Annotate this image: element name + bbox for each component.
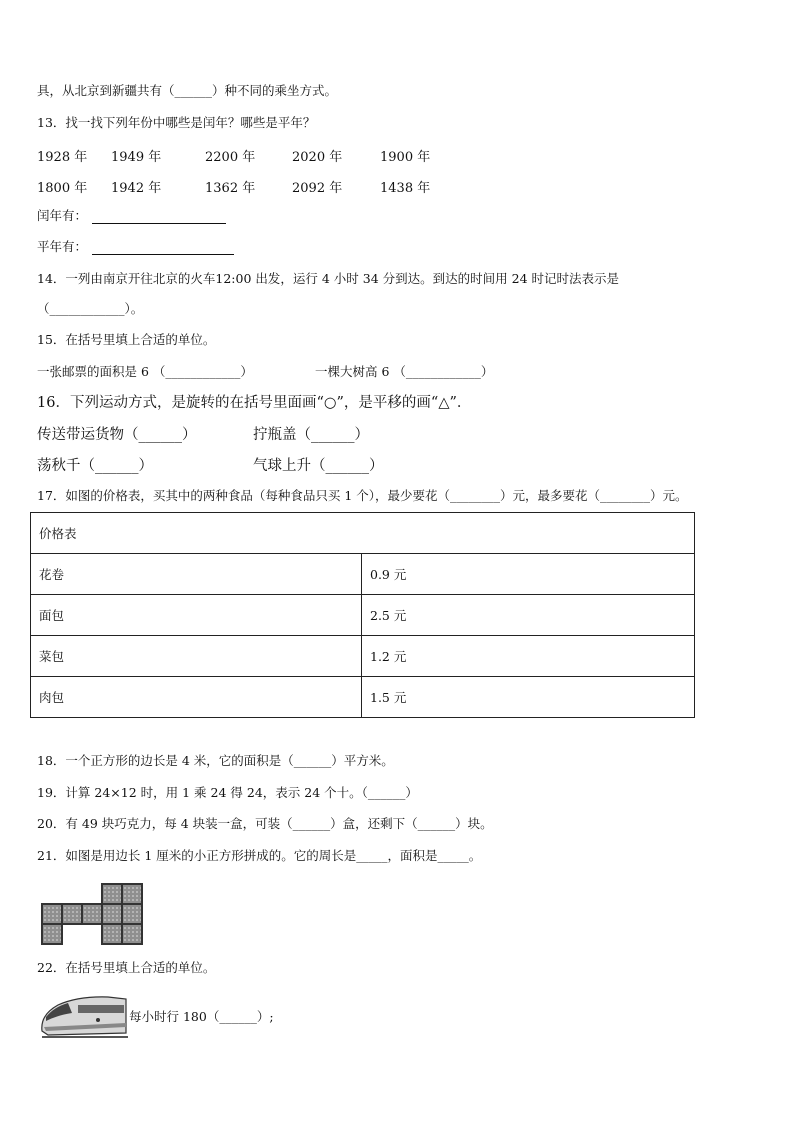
q14-line-1: 14．一列由南京开往北京的火车12:00 出发，运行 4 小时 34 分到达。到达的时间用 24 时记时法表示是 [37, 271, 620, 286]
food-name: 面包 [31, 595, 362, 636]
q22-title: 22．在括号里填上合适的单位。 [37, 960, 216, 975]
square-tile [102, 884, 122, 904]
square-tile [122, 884, 142, 904]
square-tile [42, 904, 62, 924]
food-price: 0.9 元 [362, 554, 695, 595]
food-name: 菜包 [31, 636, 362, 677]
year-item: 2020 年 [292, 150, 343, 165]
train-icon [38, 993, 130, 1041]
q14-line-2: （____________）。 [37, 301, 144, 316]
q15-title: 15．在括号里填上合适的单位。 [37, 332, 216, 347]
square-tile [62, 904, 82, 924]
q16-item-c: 荡秋千（______） [37, 458, 153, 474]
q16-item-b: 拧瓶盖（______） [253, 427, 369, 443]
table-row [31, 636, 695, 677]
q16-item-a: 传送带运货物（______） [37, 427, 197, 443]
q19-text: 19．计算 24×12 时，用 1 乘 24 得 24，表示 24 个十。（______） [37, 785, 418, 800]
food-price: 1.5 元 [362, 677, 695, 718]
q22-train-text: 每小时行 180（______）; [129, 1009, 274, 1024]
food-price: 2.5 元 [362, 595, 695, 636]
common-year-label: 平年有： [37, 239, 88, 254]
year-item: 2200 年 [205, 150, 256, 165]
price-table-header: 价格表 [31, 513, 695, 554]
square-tile [122, 904, 142, 924]
table-row [31, 677, 695, 718]
year-item: 1438 年 [380, 181, 431, 196]
table-row [31, 554, 695, 595]
price-table [30, 512, 695, 718]
leap-year-label: 闰年有： [37, 208, 88, 223]
price-table-header-row [31, 513, 695, 554]
year-item: 2092 年 [292, 181, 343, 196]
q18-text: 18．一个正方形的边长是 4 米，它的面积是（______）平方米。 [37, 753, 394, 768]
year-item: 1362 年 [205, 181, 256, 196]
q12-tail: 具，从北京到新疆共有（______）种不同的乘坐方式。 [37, 83, 338, 98]
square-tile [102, 924, 122, 944]
square-tile [122, 924, 142, 944]
q16-item-d: 气球上升（______） [253, 458, 384, 474]
q15-item-a: 一张邮票的面积是 6 （____________） [37, 364, 253, 379]
food-name: 肉包 [31, 677, 362, 718]
table-row [31, 595, 695, 636]
year-item: 1942 年 [111, 181, 162, 196]
square-tile [102, 904, 122, 924]
q20-text: 20．有 49 块巧克力，每 4 块装一盒，可装（______）盒，还剩下（______）块。 [37, 816, 493, 831]
food-price: 1.2 元 [362, 636, 695, 677]
square-tile [82, 904, 102, 924]
year-item: 1949 年 [111, 150, 162, 165]
common-year-answer-line[interactable] [92, 253, 234, 255]
square-tile [42, 924, 62, 944]
q15-item-b: 一棵大树高 6 （____________） [315, 364, 494, 379]
q17-title: 17．如图的价格表，买其中的两种食品（每种食品只买 1 个），最少要花（________）元，最多要花（________）元。 [37, 488, 688, 503]
year-item: 1928 年 [37, 150, 88, 165]
q16-title: 16．下列运动方式，是旋转的在括号里面画“○”，是平移的画“△”． [37, 395, 472, 411]
year-item: 1800 年 [37, 181, 88, 196]
year-item: 1900 年 [380, 150, 431, 165]
q21-text: 21．如图是用边长 1 厘米的小正方形拼成的。它的周长是_____，面积是_____。 [37, 848, 482, 863]
leap-year-answer-line[interactable] [92, 222, 226, 224]
q13-title: 13．找一找下列年份中哪些是闰年？哪些是平年？ [37, 115, 316, 130]
square-figure [40, 883, 144, 945]
food-name: 花卷 [31, 554, 362, 595]
